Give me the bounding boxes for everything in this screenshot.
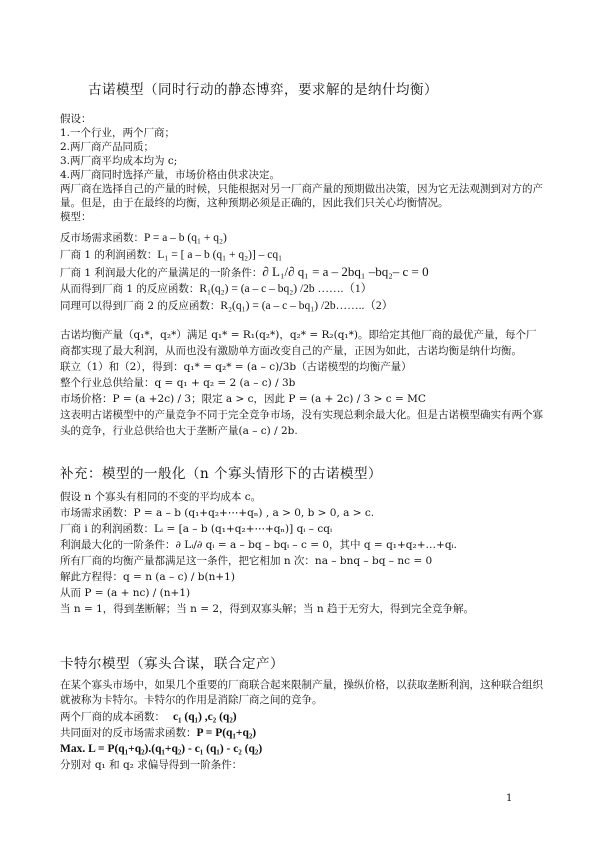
- cost-functions-label: 两个厂商的成本函数：: [60, 711, 165, 723]
- assumption-2: 2.两厂商产品同质；: [60, 141, 155, 153]
- market-price: 市场价格：P = (a +2c) / 3；限定 a > c，因此 P = (a + 2c) / 3 > c = MC: [60, 393, 426, 405]
- expectation-text-2: 量。但是，由于在最终的均衡，这种预期必须是正确的，因此我们只关心均衡情况。: [60, 197, 449, 209]
- joint-demand-label: 共同面对的反市场需求函数：: [60, 727, 197, 739]
- foc-label: 厂商 1 利润最大化的产量满足的一阶条件：: [60, 267, 263, 279]
- foc-line: [60, 265, 429, 280]
- n-firms-cases: 当 n = 1，得到垄断解；当 n = 2，得到双寡头解；当 n 趋于无穷大，得到完全竞争解。: [60, 603, 474, 615]
- reaction-2-line: [60, 299, 393, 313]
- reaction-2-formula: R₂(q₁) = (a – c – bq₁) /2b……..（2）: [220, 300, 394, 312]
- equilibrium-text-2: 商都实现了最大利润，从而也没有激励单方面改变自己的产量，正因为如此，古诺均衡是纳什均衡。: [60, 345, 522, 357]
- assumption-heading: 假设：: [60, 113, 92, 125]
- industry-supply: 整个行业总供给量：q = q₁ + q₂ = 2 (a – c) / 3b: [60, 377, 296, 389]
- cost-functions-line: [60, 710, 237, 724]
- equilibrium-text-1: 古诺均衡产量（q₁*，q₂*）满足 q₁* = R₁(q₂*)，q₂* = R₂(q₁*)。即给定其他厂商的最优产量，每个厂: [60, 329, 537, 341]
- cournot-title: 古诺模型（同时行动的静态博弈，要求解的是纳什均衡）: [88, 82, 438, 98]
- model-heading: 模型：: [60, 211, 92, 223]
- reaction-2-label: 同理可以得到厂商 2 的反应函数：: [60, 300, 221, 312]
- inverse-demand-label: 反市场需求函数：: [60, 232, 144, 244]
- n-firms-sum: 所有厂商的均衡产量都满足这一条件，把它相加 n 次：na – bnq – bq – nc = 0: [60, 555, 433, 567]
- assumption-1: 1.一个行业，两个厂商；: [60, 127, 176, 139]
- reaction-1-label: 从而得到厂商 1 的反应函数：: [60, 283, 200, 295]
- joint-demand-line: [60, 726, 256, 740]
- inverse-demand-line: [60, 231, 227, 245]
- cartel-title: 卡特尔模型（寡头合谋，联合定产）: [60, 656, 284, 672]
- foc-formula: ∂ L₁/∂ q₁ = a – 2bq₁ –bq₂– c = 0: [262, 264, 429, 279]
- reaction-1-line: [60, 282, 372, 296]
- conclusion-text-1: 这表明古诺模型中的产量竞争不同于完全竞争市场，没有实现总剩余最大化。但是古诺模型确实有两个寡: [60, 409, 543, 421]
- n-firms-foc: 利润最大化的一阶条件：∂ Lᵢ/∂ qᵢ = a – bq – bqᵢ – c = 0，其中 q = q₁+q₂+…+qᵢ.: [60, 539, 457, 551]
- n-firms-profit: 厂商 i 的利润函数：Lᵢ = [a – b (q₁+q₂+⋯+qₙ)] qᵢ – cqᵢ: [60, 523, 333, 535]
- page-number: 1: [506, 793, 513, 804]
- n-firms-assumption: 假设 n 个寡头有相同的不变的平均成本 c。: [60, 491, 262, 503]
- joint-profit-max: Max. L = P(q₁+q₂).(q₁+q₂) - c₁ (q₁) - c₂ (q₂): [60, 743, 263, 755]
- cost-functions-formula: c₁ (q₁) ,c₂ (q₂): [173, 711, 237, 723]
- assumption-3: 3.两厂商平均成本均为 c;: [60, 155, 178, 167]
- expectation-text-1: 两厂商在选择自己的产量的时候，只能根据对另一厂商产量的预期做出决策，因为它无法观测到对方的产: [60, 183, 543, 195]
- cartel-definition-2: 就被称为卡特尔。卡特尔的作用是消除厂商之间的竞争。: [60, 694, 323, 706]
- partial-derivative-text: 分别对 q₁ 和 q₂ 求偏导得到一阶条件：: [60, 759, 243, 771]
- profit-function-formula: L₁ = [ a – b (q₁ + q₂)] – cq₁: [157, 249, 283, 261]
- n-firms-demand: 市场需求函数：P = a – b (q₁+q₂+⋯+qₙ) , a > 0, b > 0, a > c.: [60, 507, 375, 519]
- cartel-definition-1: 在某个寡头市场中，如果几个重要的厂商联合起来限制产量，操纵价格，以获取垄断利润，这种联合组织: [60, 679, 543, 691]
- profit-function-line: [60, 248, 282, 262]
- inverse-demand-formula: P = a – b (q₁ + q₂): [144, 232, 227, 244]
- reaction-1-formula: R₁(q₂) = (a – c – bq₂) /2b …….（1）: [199, 283, 373, 295]
- conclusion-text-2: 头的竞争，行业总供给也大于垄断产量(a – c) / 2b.: [60, 425, 298, 437]
- n-firms-solution: 解此方程得：q = n (a – c) / b(n+1): [60, 571, 235, 583]
- assumption-4: 4.两厂商同时选择产量，市场价格由供求决定。: [60, 169, 281, 181]
- generalization-title: 补充：模型的一般化（n 个寡头情形下的古诺模型）: [60, 466, 382, 482]
- n-firms-price: 从而 P = (a + nc) / (n+1): [60, 587, 191, 599]
- profit-function-label: 厂商 1 的利润函数：: [60, 249, 158, 261]
- equilibrium-solution: 联立（1）和（2），得到：q₁* = q₂* = (a – c)/3b（古诺模型的均衡产量）: [60, 361, 412, 373]
- joint-demand-formula: P = P(q₁+q₂): [196, 727, 257, 739]
